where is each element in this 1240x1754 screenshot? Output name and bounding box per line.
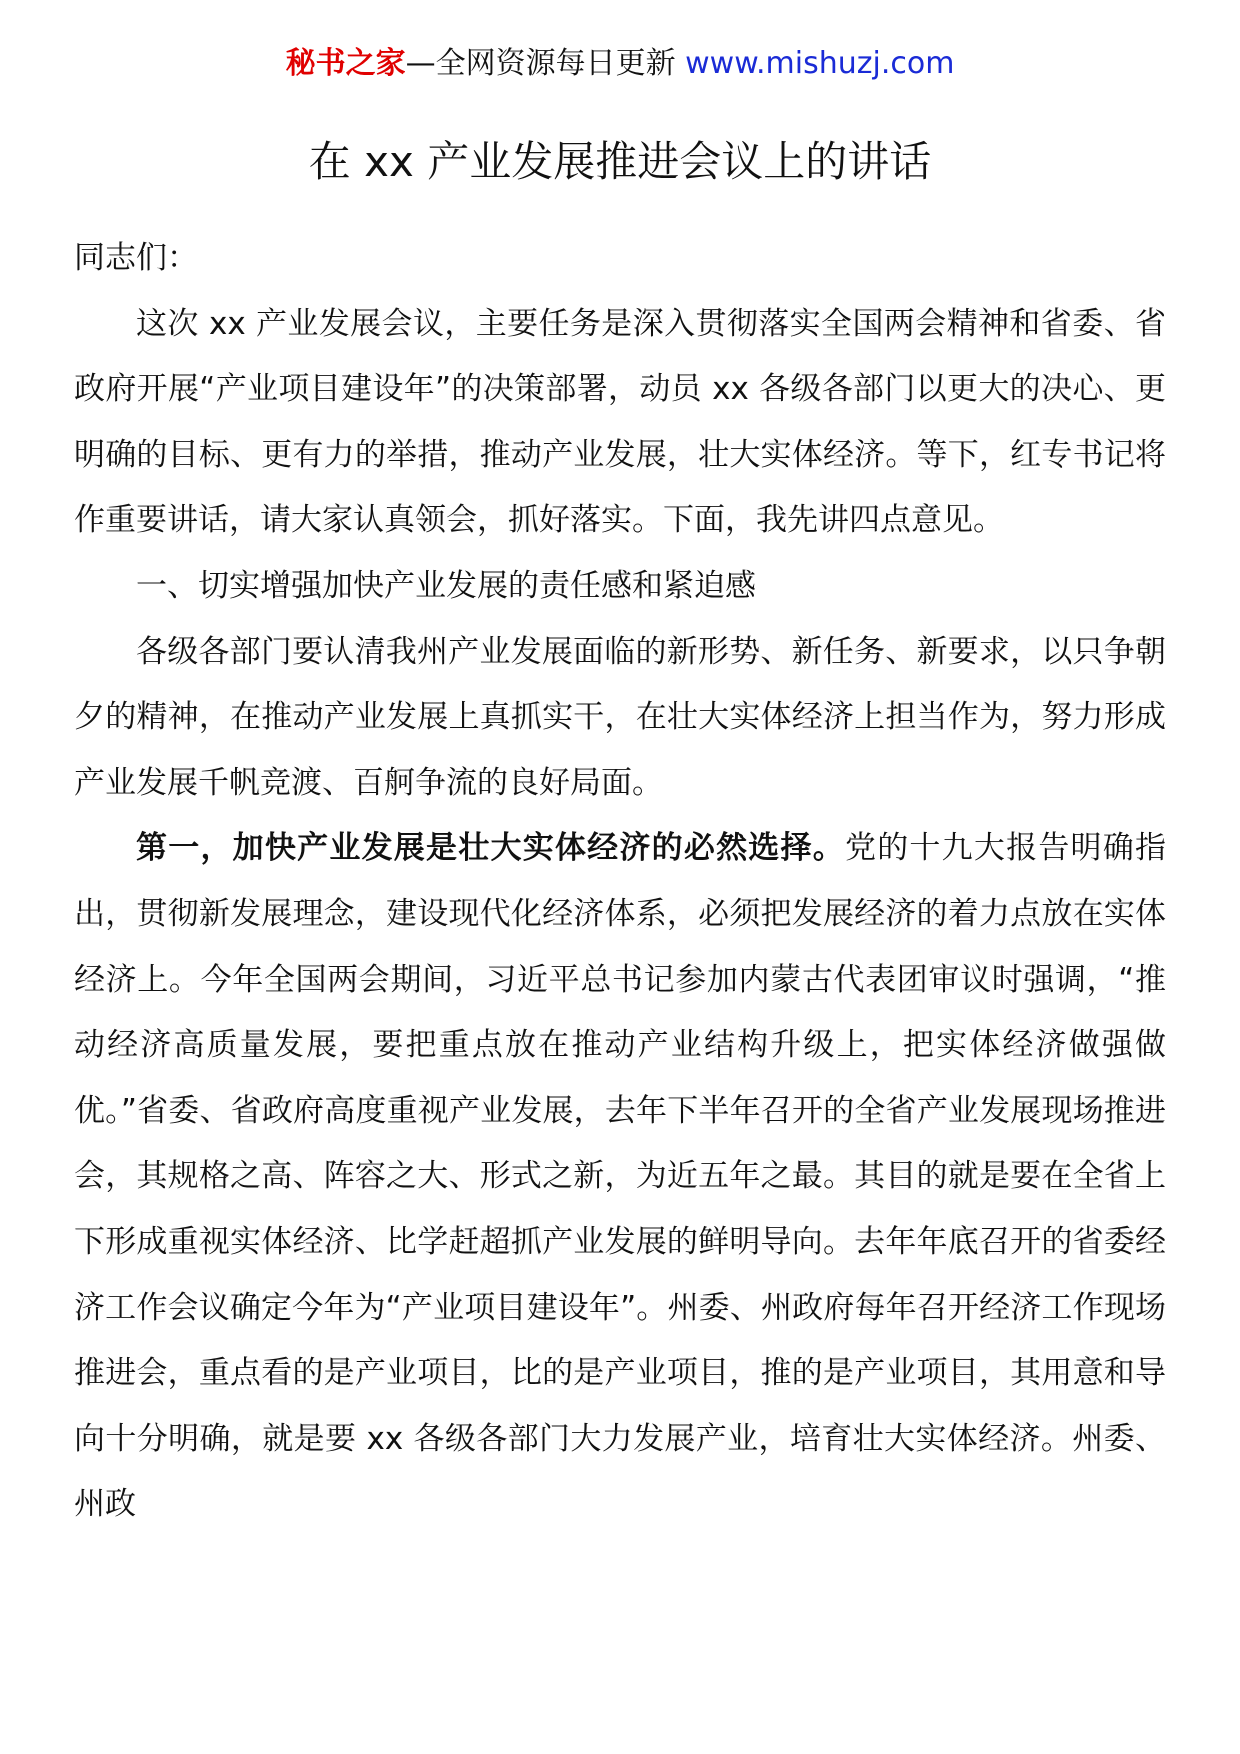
salutation: 同志们： <box>74 240 198 276</box>
document-body <box>74 226 1166 1538</box>
point-body-text: 党的十九大报告明确指出，贯彻新发展理念，建设现代化经济体系，必须把发展经济的着力点放在实体经济上。今年全国两会期间，习近平总书记参加内蒙古代表团审议时强调，“推动经济高质量发展，要把重点放在推动产业结构升级上，把实体经济做强做优。”省委、省政府高度重视产业发展，去年下半年召开的全省产业发展现场推进会，其规格之高、阵容之大、形式之新，为近五年之最。其目的就是要在全省上下形成重视实体经济、比学赶超抓产业发展的鲜明导向。去年年底召开的省委经济工作会议确定今年为“产业项目建设年”。州委、州政府每年召开经济工作现场推进会，重点看的是产业项目，比的是产业项目，推的是产业项目，其用意和导向十分明确，就是要 xx 各级各部门大力发展产业，培育壮大实体经济。州委、州政 <box>74 830 1167 1523</box>
document-title: 在 xx 产业发展推进会议上的讲话 <box>308 137 932 186</box>
site-banner <box>0 44 1240 84</box>
intro-paragraph: 这次 xx 产业发展会议，主要任务是深入贯彻落实全国两会精神和省委、省政府开展“产业项目建设年”的决策部署，动员 xx 各级各部门以更大的决心、更明确的目标、更有力的举措，推动产业发展，壮大实体经济。等下，红专书记将作重要讲话，请大家认真领会，抓好落实。下面，我先讲四点意见。 <box>74 305 1166 539</box>
banner-tagline: —全网资源每日更新 <box>405 46 676 81</box>
site-url-link[interactable]: www.mishuzj.com <box>685 46 955 81</box>
point-paragraph <box>74 816 1166 1538</box>
point-lead-sentence: 第一，加快产业发展是壮大实体经济的必然选择。 <box>136 830 845 867</box>
brand-name: 秘书之家 <box>285 46 406 81</box>
section-heading: 一、切实增强加快产业发展的责任感和紧迫感 <box>136 567 756 604</box>
section-paragraph: 各级各部门要认清我州产业发展面临的新形势、新任务、新要求，以只争朝夕的精神，在推动产业发展上真抓实干，在壮大实体经济上担当作为，努力形成产业发展千帆竞渡、百舸争流的良好局面。 <box>74 633 1166 801</box>
